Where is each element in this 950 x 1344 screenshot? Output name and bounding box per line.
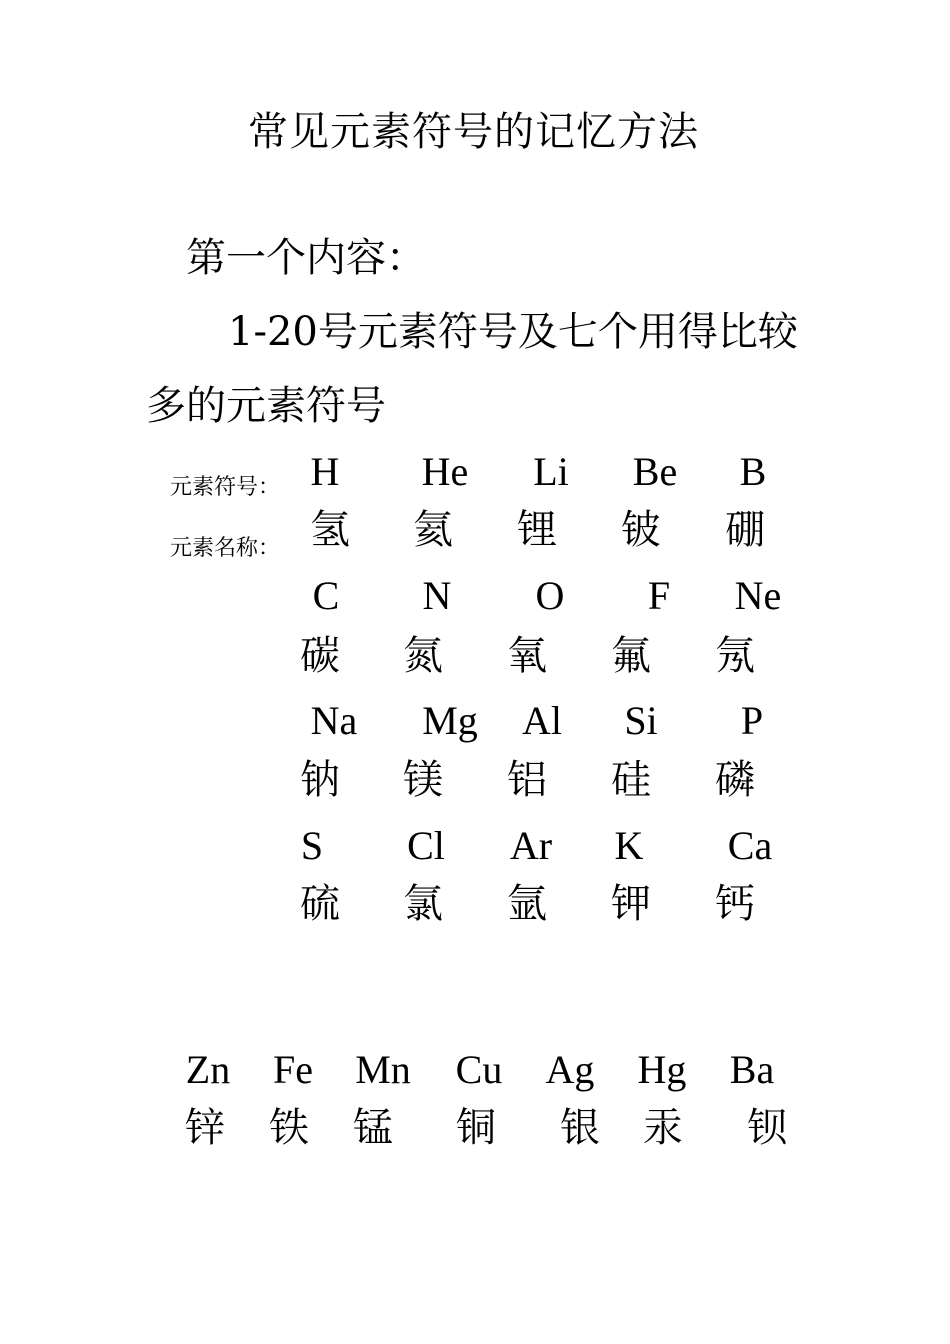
element-name: 硼 bbox=[725, 507, 765, 553]
element-name: 氟 bbox=[611, 633, 651, 679]
element-name: 硅 bbox=[611, 757, 651, 803]
intro-line-2: 多的元素符号 bbox=[146, 383, 386, 429]
element-name: 磷 bbox=[715, 757, 755, 803]
element-symbol: K bbox=[614, 823, 644, 868]
element-symbol: P bbox=[740, 698, 764, 743]
element-symbol: Ar bbox=[509, 823, 553, 868]
element-name: 钾 bbox=[611, 881, 651, 927]
extra-element-name: 银 bbox=[560, 1105, 600, 1151]
element-symbol: B bbox=[739, 449, 767, 494]
extra-element-symbol: Hg bbox=[637, 1047, 687, 1092]
element-name: 氖 bbox=[715, 633, 755, 679]
extra-element-name: 铁 bbox=[269, 1105, 309, 1151]
extra-element-symbol: Zn bbox=[185, 1047, 231, 1092]
element-name: 氩 bbox=[507, 881, 547, 927]
intro-line-1: 1-20号元素符号及七个用得比较 bbox=[228, 309, 798, 355]
extra-element-name: 锌 bbox=[185, 1105, 225, 1151]
extra-element-symbol: Cu bbox=[455, 1047, 503, 1092]
element-symbol: Cl bbox=[407, 823, 445, 868]
element-name: 铍 bbox=[621, 507, 661, 553]
element-name: 氦 bbox=[413, 507, 453, 553]
extra-element-name: 锰 bbox=[353, 1105, 393, 1151]
element-symbol: S bbox=[300, 823, 324, 868]
element-name: 氮 bbox=[403, 633, 443, 679]
element-name: 镁 bbox=[403, 757, 443, 803]
element-name: 氧 bbox=[507, 633, 547, 679]
element-symbol: C bbox=[312, 573, 340, 618]
extra-element-name: 钡 bbox=[747, 1105, 787, 1151]
element-symbol: Ne bbox=[734, 573, 782, 618]
element-symbol: Al bbox=[522, 698, 562, 743]
element-name: 硫 bbox=[300, 881, 340, 927]
element-name: 碳 bbox=[300, 633, 340, 679]
page-title: 常见元素符号的记忆方法 bbox=[248, 109, 699, 155]
element-name: 氯 bbox=[403, 881, 443, 927]
name-label: 元素名称： bbox=[170, 536, 281, 561]
extra-element-symbol: Fe bbox=[273, 1047, 313, 1092]
element-name: 钠 bbox=[300, 757, 340, 803]
element-name: 氢 bbox=[310, 507, 350, 553]
element-symbol: F bbox=[647, 573, 671, 618]
extra-element-name: 铜 bbox=[456, 1105, 496, 1151]
element-symbol: He bbox=[421, 449, 469, 494]
extra-element-symbol: Mn bbox=[355, 1047, 411, 1092]
element-symbol: N bbox=[422, 573, 452, 618]
element-symbol: Ca bbox=[727, 823, 773, 868]
section-heading: 第一个内容： bbox=[186, 235, 426, 281]
element-symbol: Be bbox=[632, 449, 678, 494]
element-symbol: O bbox=[535, 573, 565, 618]
extra-element-name: 汞 bbox=[643, 1105, 683, 1151]
element-symbol: Mg bbox=[422, 698, 478, 743]
element-symbol: H bbox=[310, 449, 340, 494]
element-name: 铝 bbox=[507, 757, 547, 803]
element-name: 锂 bbox=[517, 507, 557, 553]
symbol-label: 元素符号： bbox=[170, 475, 281, 500]
element-symbol: Li bbox=[533, 449, 569, 494]
element-name: 钙 bbox=[715, 881, 755, 927]
element-symbol: Na bbox=[310, 698, 358, 743]
extra-element-symbol: Ba bbox=[729, 1047, 775, 1092]
element-symbol: Si bbox=[624, 698, 658, 743]
extra-element-symbol: Ag bbox=[545, 1047, 595, 1092]
